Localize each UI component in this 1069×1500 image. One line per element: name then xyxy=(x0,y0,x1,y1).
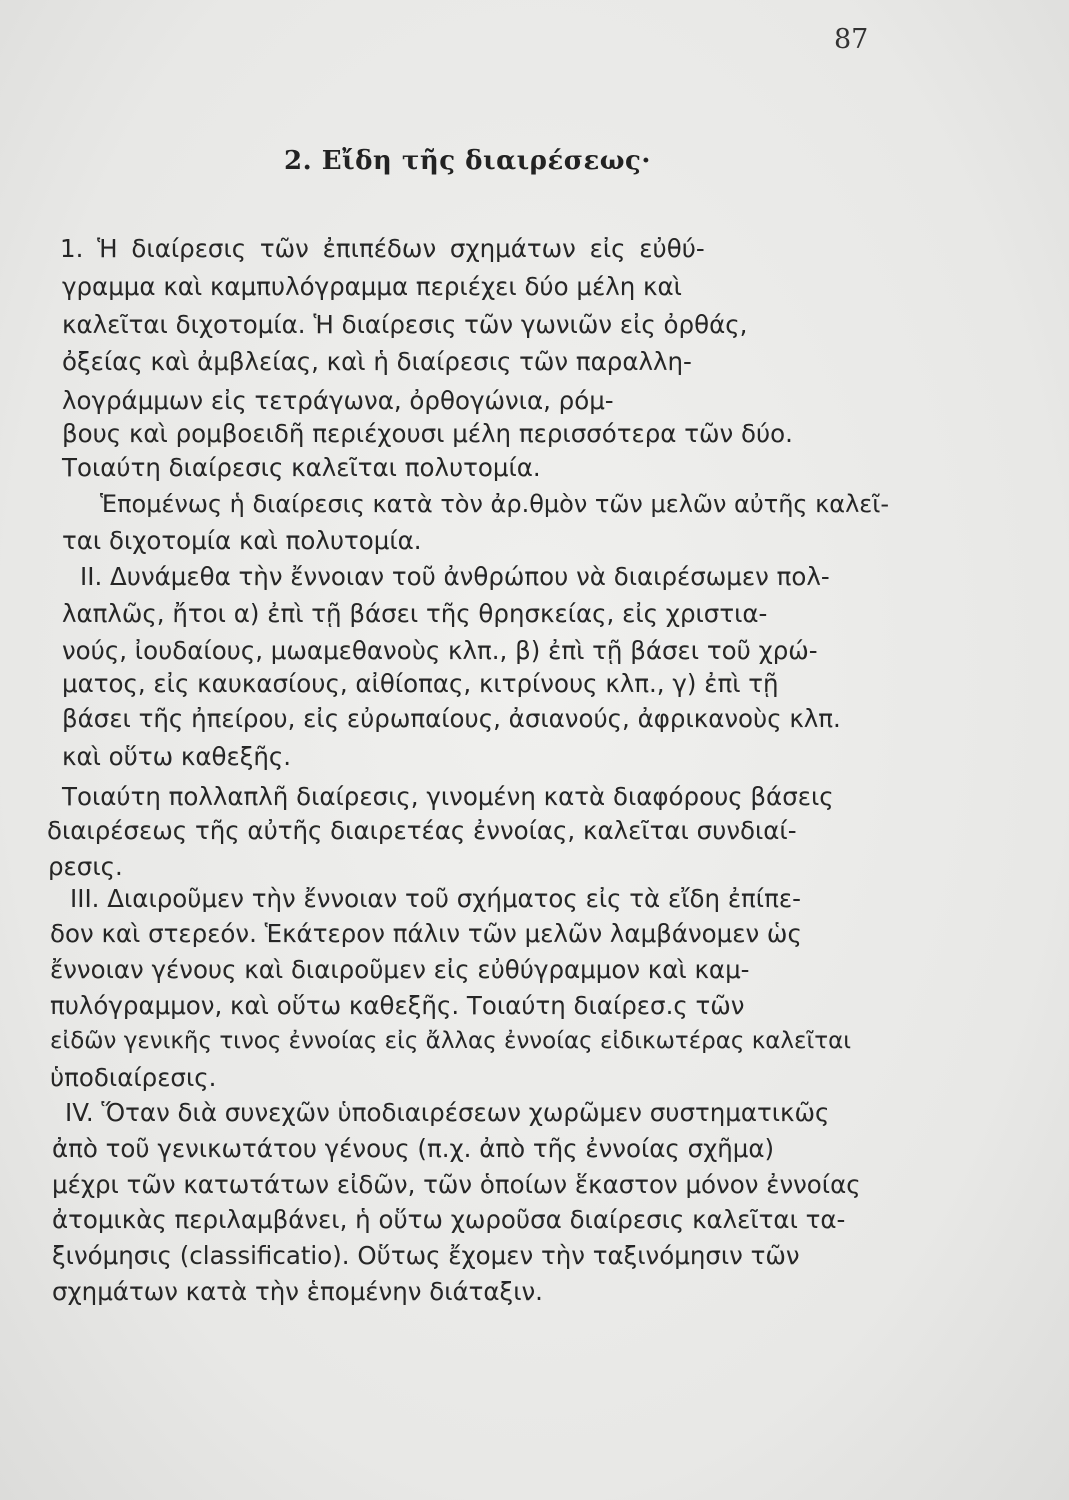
text-line: καὶ οὕτω καθεξῆς. xyxy=(62,742,292,771)
text-line: διαιρέσεως τῆς αὐτῆς διαιρετέας ἐννοίας, καλεῖται συνδιαί- xyxy=(47,816,797,845)
section-title: 2. Εἴδη τῆς διαιρέσεως· xyxy=(284,146,651,176)
text-line: λαπλῶς, ἤτοι α) ἐπὶ τῇ βάσει τῆς θρησκείας, εἰς χριστια- xyxy=(62,599,768,628)
text-line: γραμμα καὶ καμπυλόγραμμα περιέχει δύο μέλη καὶ xyxy=(62,272,682,301)
text-line: Ἑπομένως ἡ διαίρεσις κατὰ τὸν ἀρ.θμὸν τῶν μελῶν αὐτῆς καλεῖ- xyxy=(100,490,890,518)
text-line: ὀξείας καὶ ἀμβλείας, καὶ ἡ διαίρεσις τῶν παραλλη- xyxy=(62,347,692,376)
text-line: ἀπὸ τοῦ γενικωτάτου γένους (π.χ. ἀπὸ τῆς ἐννοίας σχῆμα) xyxy=(52,1134,775,1163)
text-line: ρεσις. xyxy=(48,852,123,881)
text-line: II. Δυνάμεθα τὴν ἔννοιαν τοῦ ἀνθρώπου νὰ διαιρέσωμεν πολ- xyxy=(80,562,830,591)
text-line: ται διχοτομία καὶ πολυτομία. xyxy=(62,526,422,555)
text-line: μέχρι τῶν κατωτάτων εἰδῶν, τῶν ὁποίων ἕκαστον μόνον ἐννοίας xyxy=(52,1170,861,1199)
text-line: Τοιαύτη διαίρεσις καλεῖται πολυτομία. xyxy=(62,453,541,482)
text-line: III. Διαιροῦμεν τὴν ἔννοιαν τοῦ σχήματος εἰς τὰ εἴδη ἐπίπε- xyxy=(70,884,801,913)
text-line: δον καὶ στερεόν. Ἑκάτερον πάλιν τῶν μελῶν λαμβάνομεν ὡς xyxy=(50,919,802,948)
page-number: 87 xyxy=(834,24,869,55)
text-line: ἀτομικὰς περιλαμβάνει, ἡ οὕτω χωροῦσα διαίρεσις καλεῖται τα- xyxy=(52,1205,846,1234)
text-line: ἔννοιαν γένους καὶ διαιροῦμεν εἰς εὐθύγραμμον καὶ καμ- xyxy=(50,955,750,984)
text-line: εἰδῶν γενικῆς τινος ἐννοίας εἰς ἄλλας ἐννοίας εἰδικωτέρας καλεῖται xyxy=(50,1028,852,1054)
text-line: σχημάτων κατὰ τὴν ἑπομένην διάταξιν. xyxy=(52,1277,543,1306)
text-line: ξινόμησις (classificatio). Οὕτως ἔχομεν τὴν ταξινόμησιν τῶν xyxy=(52,1241,800,1270)
text-line: πυλόγραμμον, καὶ οὕτω καθεξῆς. Τοιαύτη διαίρεσ.ς τῶν xyxy=(50,991,745,1020)
text-line: καλεῖται διχοτομία. Ἡ διαίρεσις τῶν γωνιῶν εἰς ὀρθάς, xyxy=(62,310,748,339)
text-line: ματος, εἰς καυκασίους, αἰθίοπας, κιτρίνους κλπ., γ) ἐπὶ τῇ xyxy=(62,669,779,698)
text-line: Τοιαύτη πολλαπλῆ διαίρεσις, γινομένη κατὰ διαφόρους βάσεις xyxy=(62,782,834,811)
text-line: βάσει τῆς ἠπείρου, εἰς εὐρωπαίους, ἀσιανούς, ἀφρικανοὺς κλπ. xyxy=(62,704,841,733)
text-line: IV. Ὅταν διὰ συνεχῶν ὑποδιαιρέσεων χωρῶμεν συστηματικῶς xyxy=(65,1098,830,1127)
text-line: ὑποδιαίρεσις. xyxy=(50,1063,217,1092)
text-line: 1. Ἡ διαίρεσις τῶν ἐπιπέδων σχημάτων εἰς εὐθύ- xyxy=(60,234,705,263)
text-line: βους καὶ ρομβοειδῆ περιέχουσι μέλη περισσότερα τῶν δύο. xyxy=(62,419,793,448)
text-line: νούς, ἰουδαίους, μωαμεθανοὺς κλπ., β) ἐπὶ τῇ βάσει τοῦ χρώ- xyxy=(62,636,818,665)
text-line: λογράμμων εἰς τετράγωνα, ὀρθογώνια, ρόμ- xyxy=(62,386,614,415)
